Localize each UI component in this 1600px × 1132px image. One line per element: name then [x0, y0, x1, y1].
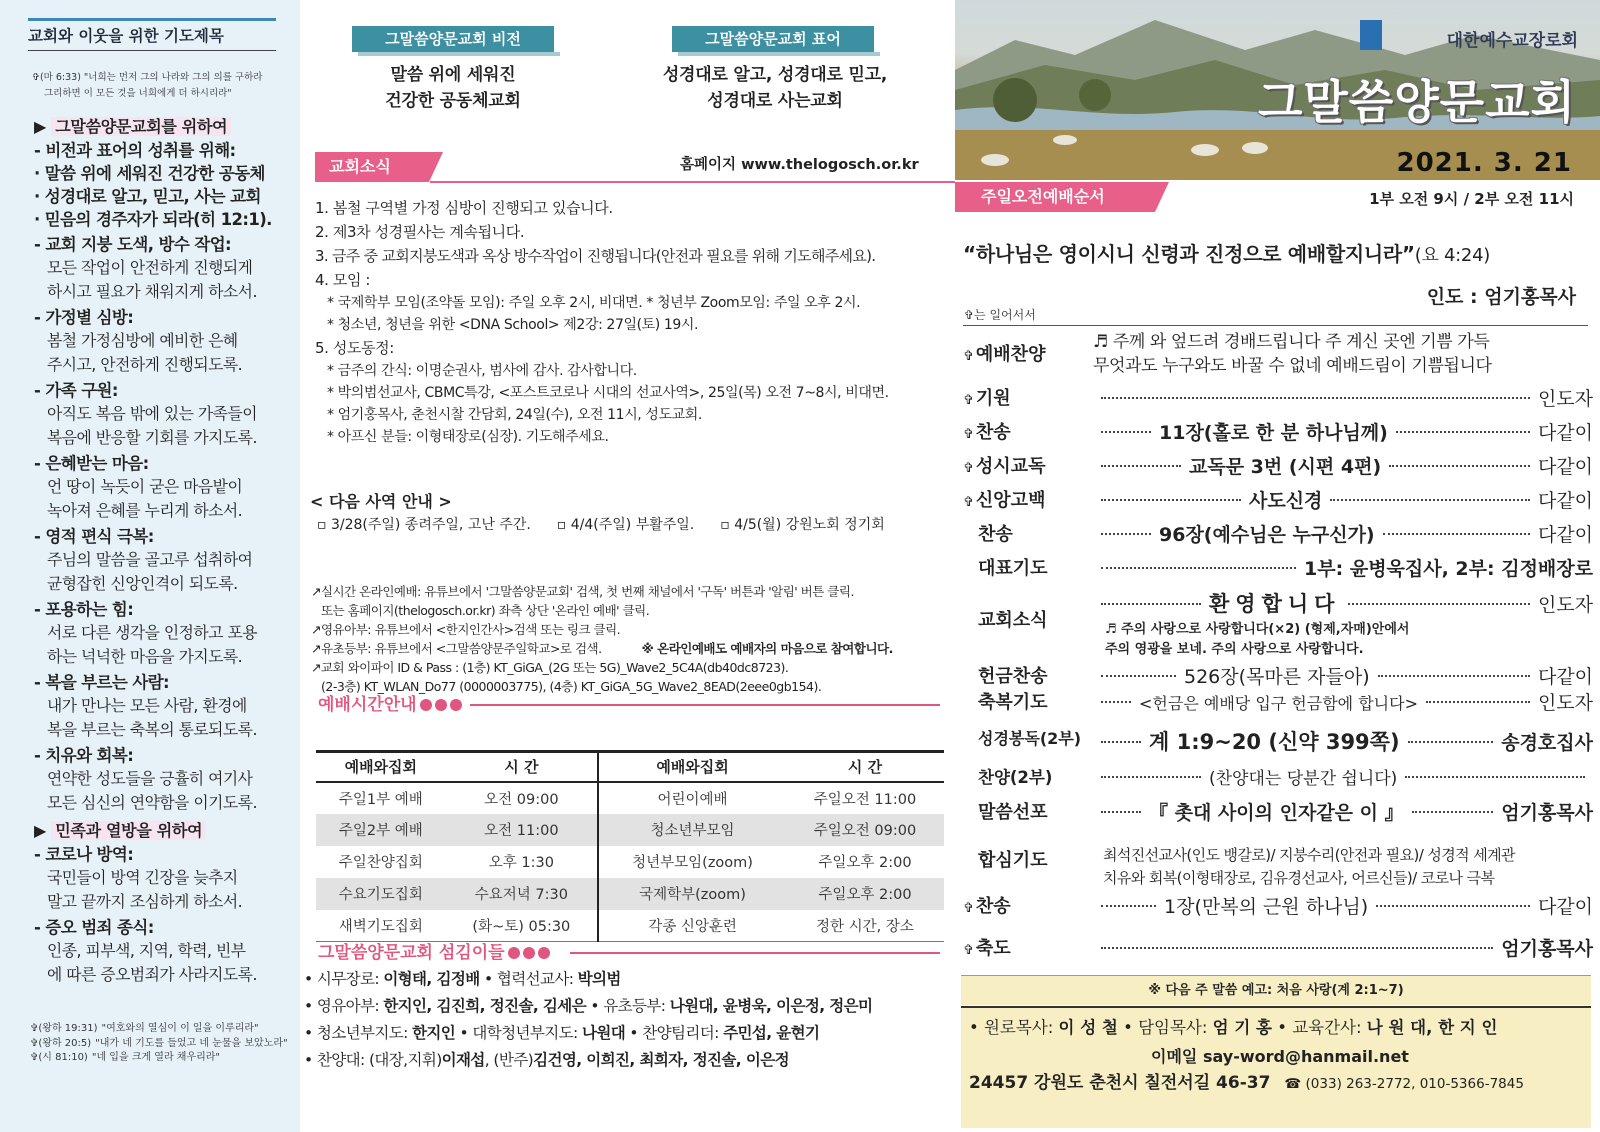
- prayer-item-title: - 코로나 방역:: [34, 845, 134, 864]
- prayer-item: [34, 380, 296, 450]
- order-content: 환영합니다: [1209, 592, 1341, 616]
- online-note: ↗유초등부: 유튜브에서 <그말씀양문주일학교>로 검색. ※ 온라인예배도 예배자의 마음으로 참여합니다.: [311, 641, 893, 656]
- order-content: <헌금은 예배당 입구 헌금함에 합니다>: [1139, 694, 1418, 713]
- servers-row: • 영유아부: 한지인, 김진희, 정진솔, 김세은 • 유초등부: 나원대, 윤병욱, 이은정, 정은미: [304, 997, 873, 1015]
- prayer-item-title: - 영적 편식 극복:: [34, 527, 154, 546]
- order-person: 다같이: [1537, 666, 1593, 688]
- schedule-title: 예배시간안내: [318, 690, 462, 715]
- order-label: 예배찬양: [975, 344, 1046, 365]
- news-tab: 교회소식: [315, 152, 429, 182]
- news-subitem: * 엄기홍목사, 춘천시찰 간담회, 24일(수), 오전 11시, 성도교회.: [327, 407, 702, 423]
- news-subitem: * 청소년, 청년을 위한 <DNA School> 제2강: 27일(토) 19시.: [327, 317, 699, 333]
- homepage-link[interactable]: 홈페이지 www.thelogosch.or.kr: [680, 157, 919, 173]
- prayer-item-desc: 연약한 성도들을 긍휼히 여기사 모든 심신의 연약함을 이기도록.: [47, 769, 257, 812]
- news-item: 3. 금주 중 교회지붕도색과 옥상 방수작업이 진행됩니다(안전과 필요를 위해 기도해주세요).: [315, 247, 876, 265]
- table-row: 주일1부 예배 오전 09:00 어린이예배 주일오전 11:00: [316, 782, 944, 814]
- table-row: 주일2부 예배 오전 11:00 청소년부모임 주일오전 09:00: [316, 814, 944, 846]
- landscape-photo: [955, 0, 1600, 180]
- prayer-item-desc: 아직도 복음 밖에 있는 가족들이 복음에 반응할 기회를 가지도록.: [47, 404, 257, 447]
- prayer-item: [34, 453, 296, 523]
- prayer-list: [34, 112, 296, 990]
- closing-verse: ✞(왕하 19:31) "여호와의 열심이 이 일을 이루리라": [30, 1023, 259, 1034]
- online-note: 또는 홈페이지(thelogosch.or.kr) 좌측 상단 '온라인 예배' 클릭.: [321, 603, 650, 618]
- order-person: 인도자: [1537, 692, 1593, 714]
- prayer-item: [34, 844, 296, 914]
- news-list: [315, 196, 945, 448]
- order-person: 다같이: [1537, 524, 1593, 546]
- table-row: 새벽기도집회 (화~토) 05:30 각종 신앙훈련 정한 시간, 장소: [316, 910, 944, 942]
- order-divider: [963, 325, 1588, 326]
- order-person: 다같이: [1537, 490, 1593, 512]
- servers-divider: [570, 952, 940, 954]
- news-item: 5. 성도동정:: [315, 339, 394, 357]
- bulletin-date: 2021. 3. 21: [1396, 148, 1572, 178]
- church-email[interactable]: 이메일 say-word@hanmail.net: [1151, 1047, 1409, 1066]
- prayer-section-church-label: 그말씀양문교회를 위하여: [51, 117, 231, 136]
- stand-cross-icon: ✞: [963, 427, 974, 442]
- order-label: 찬송: [978, 524, 1013, 545]
- prayer-title: 교회와 이웃을 위한 기도제목: [28, 24, 276, 51]
- order-label: 기원: [975, 388, 1011, 409]
- prayer-item-desc: 서로 다른 생각을 인정하고 포용 하는 넉넉한 마음을 가지도록.: [47, 623, 257, 666]
- prayer-item-title: - 가정별 심방:: [34, 308, 134, 327]
- next-ministry-item: ▫ 3/28(주일) 종려주일, 고난 주간.: [317, 517, 531, 533]
- order-label: 신앙고백: [975, 490, 1046, 511]
- servers-row: • 청소년부지도: 한지인 • 대학청년부지도: 나원대 • 찬양팀리더: 주민섭, 윤현기: [304, 1024, 820, 1042]
- servers-row: • 시무장로: 이형태, 김정배 • 협력선교사: 박의범: [304, 970, 621, 988]
- prayer-item: [34, 672, 296, 742]
- church-info-box: [961, 1006, 1591, 1128]
- order-content: 11장(홀로 한 분 하나님께): [1159, 422, 1388, 444]
- vision-prayer-bullet: · 성경대로 알고, 믿고, 사는 교회: [34, 187, 261, 206]
- table-row: 수요기도집회 수요저녁 7:30 국제학부(zoom) 주일오후 2:00: [316, 878, 944, 910]
- prayer-item-title: - 복을 부르는 사람:: [34, 673, 170, 692]
- stand-cross-icon: ✞: [963, 943, 974, 958]
- order-person: 인도자: [1537, 388, 1593, 410]
- prayer-item-desc: 국민들이 방역 긴장을 늦추지 말고 끝까지 조심하게 하소서.: [47, 868, 243, 911]
- news-subitem: * 국제학부 모임(조약돌 모임): 주일 오후 2시, 비대면. * 청년부 Zoom모임: 주일 오후 2시.: [327, 295, 861, 311]
- prayer-verse-line2: 그리하면 이 모든 것을 너희에게 더 하시리라": [44, 88, 232, 99]
- closing-verse: ✞(시 81:10) "네 입을 크게 열라 채우리라": [30, 1052, 221, 1063]
- closing-verses: [30, 1022, 292, 1066]
- prayer-item: [34, 917, 296, 987]
- order-label: 합심기도: [978, 850, 1048, 871]
- news-item: 4. 모임 :: [315, 271, 371, 289]
- online-note: (2-3층) KT_WLAN_Do77 (0000003775), (4층) KT_GiGA_5G_Wave2_8EAD(2eee0gb154).: [321, 679, 822, 694]
- denomination-logo-icon: [1360, 20, 1382, 50]
- order-label: 교회소식: [978, 610, 1048, 631]
- order-content: 1장(만복의 근원 하나님): [1164, 896, 1369, 918]
- stand-cross-icon: ✞: [963, 901, 974, 916]
- prayer-item-desc: 모든 작업이 안전하게 진행되게 하시고 필요가 채워지게 하소서.: [47, 258, 257, 301]
- praise-lyrics: ♬ 주께 와 엎드려 경배드립니다 주 계신 곳엔 기쁨 가득 무엇과도 누구와도 바꿀 수 없네 예배드림이 기쁨됩니다: [1093, 332, 1492, 376]
- news-subitem: * 아프신 분들: 이형태장로(심장). 기도해주세요.: [327, 429, 609, 445]
- order-label: 말씀선포: [978, 802, 1048, 823]
- prayer-item-title: - 포용하는 힘:: [34, 600, 134, 619]
- news-subitem: * 금주의 간식: 이명순권사, 범사에 감사. 감사합니다.: [327, 363, 637, 379]
- order-content: 사도신경: [1249, 490, 1323, 512]
- order-content: 1부: 윤병욱집사, 2부: 김정배장로: [1304, 558, 1593, 580]
- servers-row: • 찬양대: (대장,지휘)이재섭, (반주)김건영, 이희진, 최희자, 정진솔, 이은정: [304, 1051, 790, 1069]
- order-person: 엄기홍목사: [1501, 938, 1593, 960]
- order-label: 찬양(2부): [978, 768, 1053, 787]
- prayer-item: [34, 599, 296, 669]
- prayer-section-church: ▶ 그말씀양문교회를 위하여: [34, 114, 296, 137]
- sermon-title: 『 촛대 사이의 인자같은 이 』: [1149, 802, 1404, 824]
- next-ministry-item: ▫ 4/4(주일) 부활주일.: [556, 517, 695, 533]
- prayer-item-desc: 내가 만나는 모든 사람, 환경에 복을 부르는 축복의 통로되도록.: [47, 696, 257, 739]
- order-label: 찬송: [975, 896, 1011, 917]
- table-header: 예배와집회: [598, 752, 786, 782]
- order-content: 96장(예수님은 누구신가): [1159, 524, 1375, 546]
- order-content: (찬양대는 당분간 쉽니다): [1209, 769, 1398, 789]
- church-address: 24457 강원도 춘천시 칠전서길 46-37 ☎ (033) 263-2772, 010-5366-7845: [969, 1073, 1524, 1093]
- order-label: 대표기도: [978, 558, 1048, 579]
- prayer-item: [34, 307, 296, 377]
- online-note: ↗교회 와이파이 ID & Pass : (1층) KT_GiGA_(2G 또는 5G)_Wave2_5C4A(db40dc8723).: [311, 660, 789, 675]
- order-label: 성경봉독(2부): [978, 729, 1082, 748]
- order-person: 인도자: [1537, 594, 1593, 616]
- online-note: ↗실시간 온라인예배: 유튜브에서 '그말씀양문교회' 검색, 첫 번째 채널에서 '구독' 버튼과 '알림' 버튼 클릭.: [311, 584, 854, 599]
- motto-text: 성경대로 알고, 성경대로 믿고, 성경대로 사는교회: [662, 65, 888, 111]
- prayer-item-desc: 봄철 가정심방에 예비한 은혜 주시고, 안전하게 진행되도록.: [47, 331, 243, 374]
- order-person: 다같이: [1537, 896, 1593, 918]
- order-person: 다같이: [1537, 422, 1593, 444]
- table-header: 예배와집회: [316, 752, 446, 782]
- prayer-verse-line1: ✞(마 6:33) "너희는 먼저 그의 나라와 그의 의를 구하라: [32, 72, 263, 83]
- service-schedule-table: [316, 750, 944, 942]
- order-label: 축복기도: [978, 692, 1048, 713]
- welcome-song: ♬ 주의 사랑으로 사랑합니다(×2) (형제,자매)안에서 주의 영광을 보네. 주의 사랑으로 사랑합니다.: [1105, 622, 1410, 657]
- prayer-item: [34, 745, 296, 815]
- online-notes: [311, 582, 951, 696]
- table-header: 시 간: [446, 752, 598, 782]
- news-item: 2. 제3차 성경필사는 계속됩니다.: [315, 223, 525, 241]
- denomination-name: 대한예수교장로회: [1446, 31, 1578, 51]
- stand-cross-icon: ✞: [963, 495, 974, 510]
- order-content: 교독문 3번 (시편 4편): [1189, 456, 1382, 478]
- united-prayer-topics: 최석진선교사(인도 뱅갈로)/ 지붕수리(안전과 필요)/ 성경적 세계관 치유와 회복(이형태장로, 김유경선교사, 어르신들)/ 코로나 극복: [1103, 846, 1515, 887]
- vision-text: 말씀 위에 세워진 건강한 공동체교회: [385, 65, 521, 111]
- order-label: 축도: [975, 938, 1011, 959]
- stand-cross-icon: ✞: [963, 461, 974, 476]
- stand-note: ✞는 일어서서: [964, 308, 1036, 322]
- table-header-row: [316, 752, 944, 782]
- service-times: 1부 오전 9시 / 2부 오전 11시: [1369, 190, 1574, 208]
- order-content: 526장(목마른 자들아): [1184, 666, 1370, 688]
- worship-column: [955, 0, 1600, 1132]
- church-name: 그말씀양문교회: [1257, 75, 1576, 129]
- order-person: 엄기홍목사: [1501, 802, 1593, 824]
- closing-verse: ✞(왕하 20:5) "내가 네 기도를 들었고 네 눈물을 보았노라": [30, 1037, 288, 1049]
- worship-leader: 인도 : 엄기홍목사: [1426, 286, 1576, 308]
- servers-list: [304, 966, 954, 1074]
- worship-order-tab: 주일오전예배순서: [955, 182, 1155, 212]
- prayer-item-desc: 인종, 피부색, 지역, 학력, 빈부 에 따른 증오범죄가 사라지도록.: [47, 941, 257, 984]
- news-column: [300, 0, 955, 1132]
- prayer-item-title: - 가족 구원:: [34, 381, 118, 400]
- prayer-item: [34, 234, 296, 304]
- news-item: 1. 봄철 구역별 가정 심방이 진행되고 있습니다.: [315, 199, 613, 217]
- vision-prayer-bullet: · 믿음의 경주자가 되라(히 12:1).: [34, 210, 272, 229]
- prayer-item-title: - 증오 범죄 종식:: [34, 918, 154, 937]
- order-label: 성시교독: [975, 456, 1046, 477]
- vision-prayer-title: - 비전과 표어의 성취를 위해:: [34, 141, 236, 160]
- online-note: ↗영유아부: 유튜브에서 <한지인간사>검색 또는 링크 클릭.: [311, 622, 621, 637]
- prayer-item-title: - 교회 지붕 도색, 방수 작업:: [34, 235, 232, 254]
- next-week-preview: ※ 다음 주 말씀 예고: 처음 사랑(계 2:1~7): [961, 975, 1591, 1005]
- prayer-item-desc: 주님의 말씀을 골고루 섭취하여 균형잡힌 신앙인격이 되도록.: [47, 550, 253, 593]
- prayer-section-nation: ▶ 민족과 열방을 위하여: [34, 818, 296, 841]
- order-person: 송경호집사: [1501, 732, 1593, 754]
- order-label: 헌금찬송: [978, 666, 1048, 687]
- prayer-column: [0, 0, 300, 1132]
- pastors-row: • 원로목사: 이 성 철 • 담임목사: 엄 기 홍 • 교육간사: 나 원 대, 한 지 인: [969, 1018, 1498, 1037]
- news-subitem: * 박의범선교사, CBMC특강, <포스트코로나 시대의 선교사역>, 25일(목) 오전 7~8시, 비대면.: [327, 385, 889, 401]
- order-label: 찬송: [975, 422, 1011, 443]
- prayer-item-title: - 은혜받는 마음:: [34, 454, 149, 473]
- next-ministry-list: [317, 514, 947, 534]
- prayer-item-title: - 치유와 회복:: [34, 746, 134, 765]
- prayer-item: [34, 526, 296, 596]
- prayer-item-desc: 언 땅이 녹듯이 굳은 마음밭이 녹아져 은혜를 누리게 하소서.: [47, 477, 243, 520]
- prayer-verse: [32, 70, 282, 102]
- motto-ribbon: 그말씀양문교회 표어: [672, 26, 874, 52]
- table-row: 주일찬양집회 오후 1:30 청년부모임(zoom) 주일오후 2:00: [316, 846, 944, 878]
- stand-cross-icon: ✞: [963, 393, 974, 408]
- servers-title: 그말씀양문교회 섬김이들: [318, 938, 550, 963]
- vision-ribbon: 그말씀양문교회 비전: [352, 26, 554, 52]
- next-ministry-item: ▫ 4/5(월) 강원노회 정기회: [720, 517, 885, 533]
- vision-prayer-bullet: · 말씀 위에 세워진 건강한 공동체: [34, 164, 265, 183]
- prayer-section-nation-label: 민족과 열방을 위하여: [51, 821, 206, 840]
- next-ministry-title: < 다음 사역 안내 >: [310, 492, 452, 511]
- order-content: 계 1:9~20 (신약 399쪽): [1149, 730, 1400, 754]
- stand-cross-icon: ✞: [963, 349, 974, 364]
- news-divider: [430, 181, 955, 183]
- church-phone: ☎ (033) 263-2772, 010-5366-7845: [1284, 1076, 1524, 1092]
- order-person: 다같이: [1537, 456, 1593, 478]
- table-header: 시 간: [786, 752, 944, 782]
- worship-theme: “하나님은 영이시니 신령과 진정으로 예배할지니라”(요 4:24): [963, 242, 1490, 266]
- schedule-divider: [470, 704, 940, 706]
